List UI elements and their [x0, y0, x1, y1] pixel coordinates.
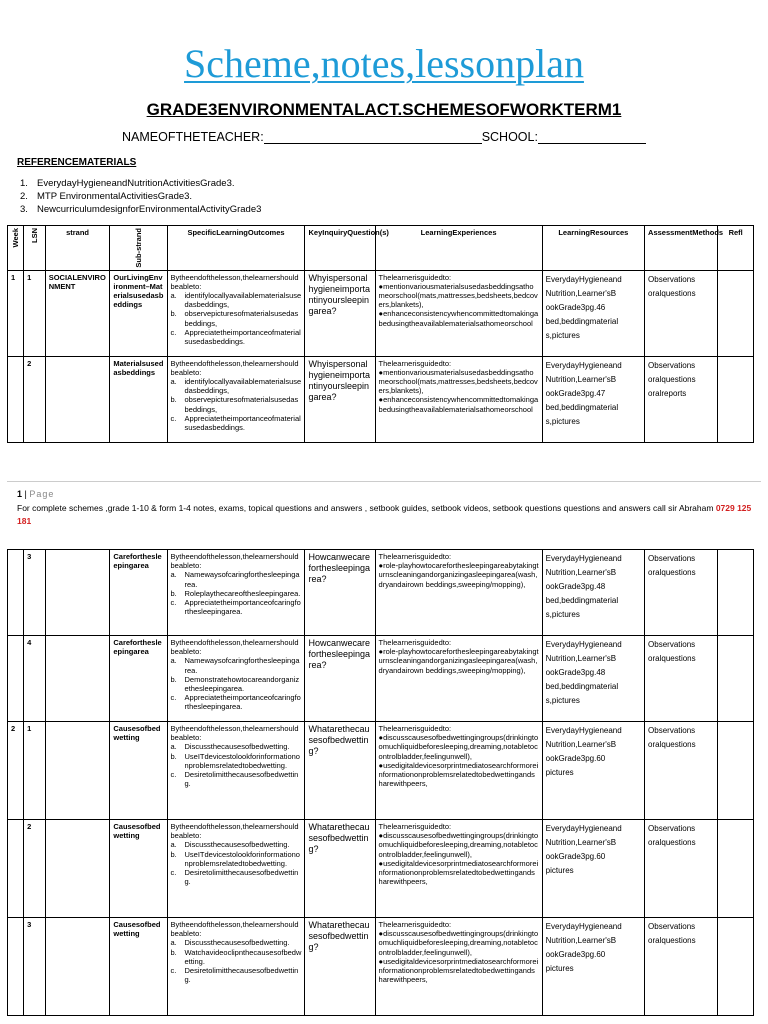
- strand-cell: [45, 722, 110, 820]
- experience-line: ●usedigitaldevicesorprintmediatosearchformoreinformationonproblemsrelatedtobedwettingandsharewithpeers,: [378, 858, 539, 887]
- outcome-item: a. Discussthecausesofbedwetting.: [170, 938, 290, 948]
- resource-line: EverydayHygieneand: [545, 640, 622, 649]
- table-row: [8, 270, 754, 356]
- assessment-cell: [645, 918, 718, 1016]
- outcome-item: b. observepicturesofmaterialsusedasbeddings,: [170, 309, 299, 328]
- resource-line: ookGrade3pg.46: [545, 302, 606, 312]
- resource-line: ookGrade3pg.47: [545, 388, 606, 398]
- strand-cell: [45, 918, 110, 1016]
- week-cell: [8, 636, 24, 722]
- experience-line: ●mentionvariousmaterialsusedasbeddingsathomeorschool(mats,mattresses,bedsheets,bedcovers,blankets),: [378, 281, 538, 310]
- teacher-line: [122, 130, 646, 144]
- resource-line: EverydayHygieneand: [545, 824, 622, 833]
- outcome-item: c. Desiretolimitthecausesofbedwetting.: [170, 770, 299, 789]
- reference-list: [20, 178, 261, 217]
- strand-cell: [45, 550, 110, 636]
- experience-line: Thelearnerisguidedto:: [378, 920, 452, 929]
- header-slo: SpecificLearningOutcomes: [167, 226, 305, 271]
- outcome-item: c. Desiretolimitthecausesofbedwetting.: [170, 966, 299, 985]
- sub-strand-cell: Causesofbedwetting: [110, 820, 167, 918]
- header-refl: Refl: [718, 226, 754, 271]
- assessment-cell: [645, 636, 718, 722]
- header-lr: LearningResources: [542, 226, 644, 271]
- resource-line: EverydayHygieneand: [545, 360, 622, 370]
- phone-number[interactable]: 0729 125 181: [17, 503, 752, 526]
- inquiry-cell: Howcanwecareforthesleepingarea?: [305, 636, 375, 722]
- assessment-line: oralquestions: [648, 374, 696, 384]
- reflection-cell: [718, 722, 754, 820]
- week-cell: [8, 356, 24, 442]
- inquiry-cell: Whatarethecausesofbedwetting?: [305, 918, 375, 1016]
- experience-line: Thelearnerisguidedto:: [378, 358, 452, 368]
- outcome-item: a. Namewaysofcaringforthesleepingarea.: [170, 656, 300, 675]
- experience-line: ●enhanceconsistencywhencommittedtomakingabedusingtheavailablematerialsathomeorschool: [378, 395, 539, 414]
- resource-line: pictures: [545, 866, 574, 875]
- outcome-item: c. Appreciatetheimportanceofcaringforthesleepingarea.: [170, 693, 301, 712]
- table-row: [8, 918, 754, 1016]
- lesson-cell: 1: [24, 722, 46, 820]
- experience-line: ●enhanceconsistencywhencommittedtomakingabedusingtheavailablematerialsathomeorschool: [378, 309, 539, 328]
- outcomes-cell: Bytheendofthelesson,thelearnershouldbeableto: a. Namewaysofcaringforthesleepingarea. b. Demonstratehowtocareandorganizethesleepingarea. c. Appreciatetheimportanceofcaringforthesleepingarea.: [167, 636, 305, 722]
- assessment-line: oralreports: [648, 388, 687, 398]
- header-le: LearningExperiences: [375, 226, 542, 271]
- scheme-table-page-2: [7, 549, 754, 1016]
- school-label: SCHOOL:: [481, 130, 538, 144]
- assessment-line: oralquestions: [648, 936, 696, 945]
- resources-cell: [542, 636, 644, 722]
- experiences-cell: [375, 550, 542, 636]
- experience-line: ●discusscausesofbedwettingingroups(drinkingtoomuchliquidbeforesleeping,dreaming,notabletocontrolbladder,feelingunwell),: [378, 733, 539, 761]
- resources-cell: [542, 918, 644, 1016]
- experience-line: ●role-playhowtocareforthesleepingareabytakingturnscleaningandorganizingasleepingarea(wash,dryandairown beddings,sweeping/mopping),: [378, 561, 539, 589]
- resource-line: Nutrition,Learner'sB: [545, 838, 617, 847]
- experiences-cell: [375, 270, 542, 356]
- reflection-cell: [718, 636, 754, 722]
- header-am: AssessmentMethods: [645, 226, 718, 271]
- experience-line: Thelearnerisguidedto:: [378, 638, 452, 647]
- resources-cell: [542, 270, 644, 356]
- outcomes-cell: Bytheendofthelesson,thelearnershouldbeableto: a. identifylocallyavailablematerialsusedasbeddings, b. observepicturesofmaterialsusedasbeddings, c. Appreciatetheimportanceofmaterialsusedasbeddings.: [167, 270, 305, 356]
- experiences-cell: [375, 820, 542, 918]
- inquiry-cell: Whatarethecausesofbedwetting?: [305, 820, 375, 918]
- outcome-item: a. Discussthecausesofbedwetting.: [170, 840, 290, 850]
- lesson-cell: 3: [24, 918, 46, 1016]
- resource-line: EverydayHygieneand: [545, 554, 622, 563]
- inquiry-cell: Whyispersonalhygieneimportantinyoursleepingarea?: [305, 270, 375, 356]
- table-row: [8, 356, 754, 442]
- reference-item: 2. MTP EnvironmentalActivitiesGrade3.: [20, 191, 193, 202]
- table-row: [8, 722, 754, 820]
- experience-line: Thelearnerisguidedto:: [378, 724, 452, 733]
- footer-note: For complete schemes ,grade 1-10 & form 1-4 notes, exams, topical questions and answers , setbook guides, setbook videos, setbook questions questions and answers call sir Abraham 0729 125 181: [17, 503, 752, 526]
- school-name-blank[interactable]: [538, 132, 646, 144]
- resource-line: EverydayHygieneand: [545, 726, 622, 735]
- resource-line: bed,beddingmaterial: [545, 316, 619, 326]
- sub-strand-cell: Causesofbedwetting: [110, 722, 167, 820]
- resource-line: pictures: [545, 768, 574, 777]
- resource-line: Nutrition,Learner'sB: [545, 740, 617, 749]
- outcome-item: c. Desiretolimitthecausesofbedwetting.: [170, 868, 299, 887]
- lesson-cell: 3: [24, 550, 46, 636]
- scheme-table-page-1: [7, 225, 754, 443]
- resource-line: bed,beddingmaterial: [545, 682, 619, 691]
- page-number: 1 | Page: [17, 489, 55, 499]
- resource-line: ookGrade3pg.60: [545, 852, 606, 861]
- assessment-cell: [645, 820, 718, 918]
- page-title: Scheme,notes,lessonplan: [184, 41, 584, 86]
- resource-line: Nutrition,Learner'sB: [545, 568, 617, 577]
- resource-line: s,pictures: [545, 416, 580, 426]
- header-lsn: LSN: [24, 226, 46, 271]
- assessment-cell: [645, 356, 718, 442]
- sub-strand-cell: Careforthesleepingarea: [110, 636, 167, 722]
- table-row: [8, 820, 754, 918]
- resource-line: EverydayHygieneand: [545, 922, 622, 931]
- resources-cell: [542, 722, 644, 820]
- experience-line: Thelearnerisguidedto:: [378, 272, 452, 282]
- outcome-item: a. Namewaysofcaringforthesleepingarea.: [170, 570, 300, 589]
- lesson-cell: 2: [24, 820, 46, 918]
- header-strand: strand: [45, 226, 110, 271]
- assessment-cell: [645, 270, 718, 356]
- lesson-cell: 4: [24, 636, 46, 722]
- resource-line: ookGrade3pg.48: [545, 668, 606, 677]
- outcome-item: c. Appreciatetheimportanceofmaterialsusedasbeddings.: [170, 413, 301, 433]
- assessment-line: oralquestions: [648, 288, 696, 298]
- reflection-cell: [718, 820, 754, 918]
- reflection-cell: [718, 270, 754, 356]
- sub-strand-cell: OurLivingEnvironment–Materialsusedasbeddings: [110, 270, 167, 356]
- reflection-cell: [718, 356, 754, 442]
- strand-cell: [45, 820, 110, 918]
- reflection-cell: [718, 550, 754, 636]
- header-week: Week: [8, 226, 24, 271]
- resource-line: EverydayHygieneand: [545, 274, 622, 284]
- assessment-line: Observations: [648, 922, 696, 931]
- inquiry-cell: Whyispersonalhygieneimportantinyoursleepingarea?: [305, 356, 375, 442]
- experiences-cell: [375, 356, 542, 442]
- experience-line: ●discusscausesofbedwettingingroups(drinkingtoomuchliquidbeforesleeping,dreaming,notabletocontrolbladder,feelingunwell),: [378, 831, 539, 859]
- experience-line: ●discusscausesofbedwettingingroups(drinkingtoomuchliquidbeforesleeping,dreaming,notabletocontrolbladder,feelingunwell),: [378, 929, 539, 957]
- week-cell: [8, 918, 24, 1016]
- experience-line: ●mentionvariousmaterialsusedasbeddingsathomeorschool(mats,mattresses,bedsheets,bedcovers,blankets),: [378, 367, 538, 396]
- strand-cell: [45, 636, 110, 722]
- experiences-cell: [375, 636, 542, 722]
- assessment-line: Observations: [648, 824, 696, 833]
- outcomes-cell: Bytheendofthelesson,thelearnershouldbeableto: a. identifylocallyavailablematerialsusedasbeddings, b. observepicturesofmaterialsusedasbeddings, c. Appreciatetheimportanceofmaterialsusedasbeddings.: [167, 356, 305, 442]
- week-cell: [8, 820, 24, 918]
- resource-line: Nutrition,Learner'sB: [545, 936, 617, 945]
- teacher-name-blank[interactable]: [264, 132, 482, 144]
- outcome-item: b. Demonstratehowtocareandorganizethesleepingarea.: [170, 674, 300, 694]
- outcome-item: b. Roleplaythecareofthesleepingarea.: [170, 588, 301, 598]
- resource-line: s,pictures: [545, 610, 580, 619]
- outcome-item: b. UseITdevicestolookforinformationonproblemsrelatedtobedwetting.: [170, 849, 300, 868]
- assessment-line: oralquestions: [648, 654, 696, 663]
- outcome-item: a. Discussthecausesofbedwetting.: [170, 742, 290, 752]
- sub-strand-cell: Materialsusedasbeddings: [110, 356, 167, 442]
- assessment-line: Observations: [648, 726, 696, 735]
- resource-line: ookGrade3pg.60: [545, 754, 606, 763]
- outcome-item: c. Appreciatetheimportanceofmaterialsusedasbeddings.: [170, 327, 301, 347]
- lesson-cell: 2: [24, 356, 46, 442]
- reflection-cell: [718, 918, 754, 1016]
- outcome-item: b. UseITdevicestolookforinformationonproblemsrelatedtobedwetting.: [170, 751, 300, 770]
- experience-line: Thelearnerisguidedto:: [378, 822, 452, 831]
- resource-line: ookGrade3pg.48: [545, 582, 606, 591]
- experience-line: ●usedigitaldevicesorprintmediatosearchformoreinformationonproblemsrelatedtobedwettingandsharewithpeers,: [378, 760, 539, 789]
- assessment-cell: [645, 722, 718, 820]
- week-cell: [8, 550, 24, 636]
- outcomes-cell: Bytheendofthelesson,thelearnershouldbeableto: a. Discussthecausesofbedwetting. b. UseITdevicestolookforinformationonproblemsrelatedtobedwetting. c. Desiretolimitthecausesofbedwetting.: [167, 722, 305, 820]
- resource-line: bed,beddingmaterial: [545, 402, 619, 412]
- teacher-label: NAMEOFTHETEACHER:: [122, 130, 264, 144]
- sub-strand-cell: Careforthesleepingarea: [110, 550, 167, 636]
- experience-line: Thelearnerisguidedto:: [378, 552, 452, 561]
- table-row: [8, 636, 754, 722]
- resource-line: s,pictures: [545, 696, 580, 705]
- resources-cell: [542, 550, 644, 636]
- reference-item: 1. EverydayHygieneandNutritionActivitiesGrade3.: [20, 178, 235, 189]
- resources-cell: [542, 820, 644, 918]
- reference-heading: REFERENCEMATERIALS: [17, 157, 137, 168]
- week-cell: 1: [8, 270, 24, 356]
- experience-line: ●usedigitaldevicesorprintmediatosearchformoreinformationonproblemsrelatedtobedwettingandsharewithpeers,: [378, 956, 539, 985]
- table-row: [8, 550, 754, 636]
- outcomes-cell: Bytheendofthelesson,thelearnershouldbeableto: a. Discussthecausesofbedwetting. b. Watchavideoclipnthecausesofbedwetting. c. Desiretolimitthecausesofbedwetting.: [167, 918, 305, 1016]
- inquiry-cell: Howcanwecareforthesleepingarea?: [305, 550, 375, 636]
- resource-line: s,pictures: [545, 330, 580, 340]
- reference-item: 3. NewcurriculumdesignforEnvironmentalActivityGrade3: [20, 204, 262, 215]
- outcome-item: b. Watchavideoclipnthecausesofbedwetting.: [170, 947, 302, 966]
- resource-line: ookGrade3pg.60: [545, 950, 606, 959]
- document-subtitle: GRADE3ENVIRONMENTALACT.SCHEMESOFWORKTERM1: [146, 100, 622, 119]
- resource-line: Nutrition,Learner'sB: [545, 654, 617, 663]
- outcome-item: b. observepicturesofmaterialsusedasbeddings,: [170, 395, 299, 414]
- outcome-item: a. identifylocallyavailablematerialsusedasbeddings,: [170, 377, 302, 396]
- resource-line: bed,beddingmaterial: [545, 596, 619, 605]
- week-cell: 2: [8, 722, 24, 820]
- assessment-line: Observations: [648, 274, 696, 284]
- resources-cell: [542, 356, 644, 442]
- experiences-cell: [375, 722, 542, 820]
- experiences-cell: [375, 918, 542, 1016]
- outcomes-cell: Bytheendofthelesson,thelearnershouldbeableto: a. Discussthecausesofbedwetting. b. UseITdevicestolookforinformationonproblemsrelatedtobedwetting. c. Desiretolimitthecausesofbedwetting.: [167, 820, 305, 918]
- outcomes-cell: Bytheendofthelesson,thelearnershouldbeableto: a. Namewaysofcaringforthesleepingarea. b. Roleplaythecareofthesleepingarea. c. Appreciatetheimportanceofcaringforthesleepingarea.: [167, 550, 305, 636]
- resource-line: pictures: [545, 964, 574, 973]
- sub-strand-cell: Causesofbedwetting: [110, 918, 167, 1016]
- assessment-line: oralquestions: [648, 568, 696, 577]
- assessment-line: Observations: [648, 554, 696, 563]
- footer-divider: [7, 481, 761, 482]
- outcome-item: c. Appreciatetheimportanceofcaringforthesleepingarea.: [170, 598, 301, 617]
- inquiry-cell: Whatarethecausesofbedwetting?: [305, 722, 375, 820]
- assessment-line: Observations: [648, 640, 696, 649]
- assessment-cell: [645, 550, 718, 636]
- strand-cell: SOCIALENVIRONMENT: [45, 270, 110, 356]
- strand-cell: [45, 356, 110, 442]
- outcome-item: a. identifylocallyavailablematerialsusedasbeddings,: [170, 291, 302, 310]
- assessment-line: oralquestions: [648, 740, 696, 749]
- resource-line: Nutrition,Learner'sB: [545, 374, 617, 384]
- assessment-line: Observations: [648, 360, 696, 370]
- experience-line: ●role-playhowtocareforthesleepingareabytakingturnscleaningandorganizingasleepingarea(wash,dryandairown beddings,sweeping/mopping),: [378, 647, 539, 675]
- header-sub-strand: Sub-strand: [110, 226, 167, 271]
- header-kiq: KeyInquiryQuestion(s): [305, 226, 375, 271]
- resource-line: Nutrition,Learner'sB: [545, 288, 617, 298]
- assessment-line: oralquestions: [648, 838, 696, 847]
- lesson-cell: 1: [24, 270, 46, 356]
